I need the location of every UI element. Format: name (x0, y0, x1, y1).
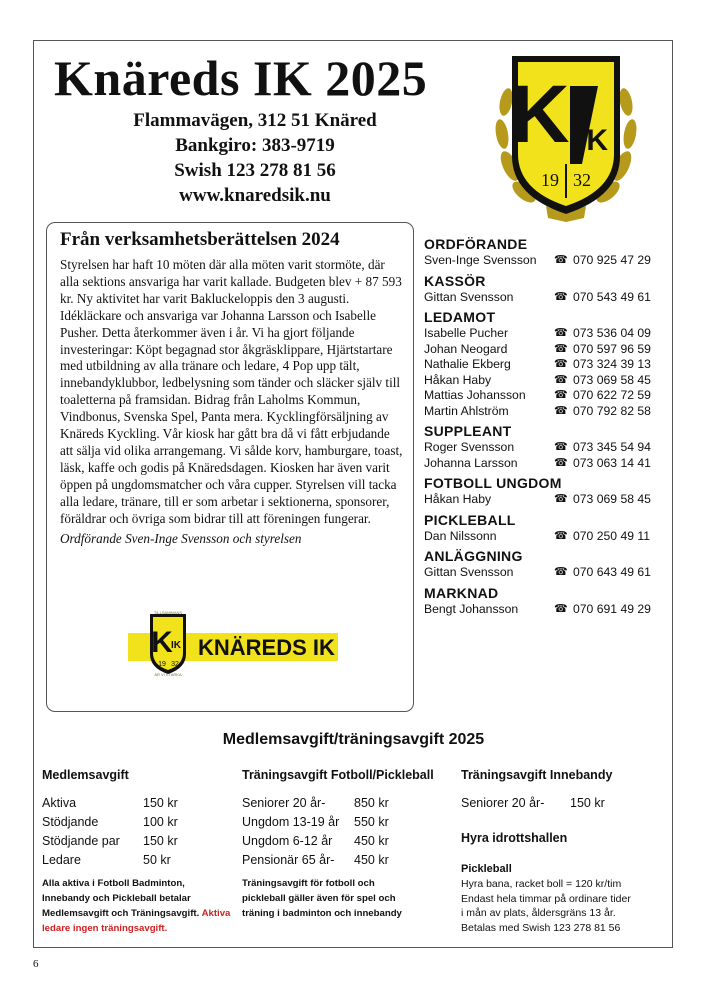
pickleball-heading: Pickleball (461, 863, 512, 875)
floorball-column (461, 768, 661, 935)
contact-row (424, 565, 669, 581)
banner-arc-bottom: ÄR VI STARKA (154, 672, 182, 676)
contact-phone[interactable]: 070 622 72 59 (573, 388, 651, 402)
contact-row (424, 404, 669, 420)
contact-role: FOTBOLL UNGDOM (424, 475, 562, 491)
contact-row (424, 388, 669, 404)
fee-row (42, 832, 232, 851)
telephone-icon: ☎ (554, 342, 568, 355)
contact-phone-group (554, 326, 651, 342)
contact-phone[interactable]: 073 536 04 09 (573, 326, 651, 340)
contact-row (424, 529, 669, 545)
fee-label: Ledare (42, 853, 81, 867)
fee-price: 50 kr (143, 853, 171, 867)
fee-price: 100 kr (143, 815, 178, 829)
contact-name: Johan Neogard (424, 341, 508, 356)
contact-name: Johanna Larsson (424, 455, 518, 470)
contact-row (424, 326, 669, 342)
contact-phone-group (554, 456, 651, 472)
pickleball-line: Betalas med Swish 123 278 81 56 (461, 921, 621, 934)
telephone-icon: ☎ (554, 602, 568, 615)
contact-row (424, 373, 669, 389)
contact-role: LEDAMOT (424, 309, 496, 325)
fee-row (42, 813, 232, 832)
banner-logo-year-right: 32 (171, 661, 179, 668)
telephone-icon: ☎ (554, 327, 568, 339)
fee-label: Seniorer 20 år- (242, 796, 326, 810)
telephone-icon: ☎ (554, 373, 568, 386)
pickleball-info (461, 877, 661, 935)
contact-name: Dan Nilssonn (424, 528, 497, 543)
contact-name: Nathalie Ekberg (424, 357, 511, 371)
contact-row (424, 357, 669, 373)
telephone-icon: ☎ (554, 493, 568, 505)
contact-row (424, 456, 669, 472)
telephone-icon: ☎ (554, 441, 568, 453)
contact-role: SUPPLEANT (424, 423, 512, 439)
logo-letters-ik: IK (578, 124, 608, 157)
fees-title: Medlemsavgift/träningsavgift 2025 (222, 731, 485, 748)
telephone-icon: ☎ (554, 254, 568, 266)
report-text: Styrelsen har haft 10 möten där alla möten varit stormöte, där alla sektions ansvariga har varit kallade. Budgeten blev + 87 593 kr. Ny aktivitet har varit Bakluckeloppis den 3 augusti. Idékläckare och ansvariga var Johanna Larsson och Isabelle Pusher. Detta återkommer även i år. Vi ha gjort följande investeringar: Köpt begagnad stor åkgräsklippare, Hjärtstartare med utbildning av alla tränare och ledare, 4 Pop upp tält, innebandyklubbor, ledbelysning som tänder och släcker själv till toaletterna på framsidan. Bidrag från Laholms Kommun, Vindbonus, Svenska Spel, Panta mera. Kycklingförsäljning av Knäreds Kyckling. Vår kiosk har gått bra då vi fått erbjudande att sälja vid olika arrangemang. Vi sålde korv, hamburgare, toast, läsk, kaffe och godis på Knäredsdagen. Kiosken har även varit öppen på ungdomsmatcher och våra cupper. Styrelsen vill tacka alla ledare, tränare, till er som arbetar i sektionerna, sponsorer, föräldrar och övriga som bidrar till att föreningen fungerar. (60, 257, 403, 526)
contact-phone-group (554, 404, 651, 420)
club-address: Flammavägen, 312 51 Knäred (133, 110, 377, 131)
telephone-icon: ☎ (554, 529, 568, 542)
fee-label: Ungdom 13-19 år (242, 815, 340, 829)
football-column (242, 768, 442, 921)
contact-row (424, 492, 669, 508)
contact-phone[interactable]: 073 345 54 94 (573, 440, 651, 454)
contact-phone-group (554, 342, 651, 358)
contact-name: Gittan Svensson (424, 565, 514, 579)
swish-number: Swish 123 278 81 56 (174, 160, 336, 181)
floorball-rows (461, 794, 661, 813)
pickleball-line: Endast hela timmar på ordinare tider (461, 892, 631, 905)
contact-role: MARKNAD (424, 584, 499, 601)
floorball-heading: Träningsavgift Innebandy (461, 768, 613, 782)
page-number: 6 (33, 958, 39, 970)
fee-price: 450 kr (354, 834, 389, 848)
contact-phone[interactable]: 073 324 39 13 (573, 357, 651, 371)
football-heading: Träningsavgift Fotboll/Pickleball (242, 768, 434, 782)
report-title: Från verksamhetsberättelsen 2024 (60, 229, 340, 250)
fee-price: 150 kr (143, 796, 178, 810)
contact-phone-group (554, 602, 651, 618)
contact-phone[interactable]: 070 925 47 29 (573, 253, 651, 267)
contact-name: Håkan Haby (424, 492, 492, 506)
telephone-icon: ☎ (554, 358, 568, 370)
contact-name: Sven-Inge Svensson (424, 253, 537, 267)
contact-name: Håkan Haby (424, 372, 492, 387)
contact-row (424, 253, 669, 269)
fee-row (242, 832, 442, 851)
hall-heading: Hyra idrottshallen (461, 831, 568, 845)
contact-list (424, 233, 669, 617)
contact-phone[interactable]: 070 792 82 58 (573, 403, 651, 418)
contact-phone-group (554, 388, 651, 404)
club-logo (490, 46, 642, 222)
contact-phone[interactable]: 073 069 58 45 (573, 492, 651, 506)
logo-year-right: 32 (573, 170, 591, 190)
contact-role: KASSÖR (424, 272, 486, 289)
fee-label: Seniorer 20 år- (461, 796, 545, 810)
contact-name: Martin Ahlström (424, 403, 509, 418)
contact-phone-group (554, 529, 650, 545)
banner-logo-k: K (151, 626, 173, 659)
pickleball-line: Hyra bana, racket boll = 120 kr/tim (461, 878, 622, 890)
contact-phone-group (554, 565, 651, 581)
fee-price: 850 kr (354, 796, 389, 810)
contact-phone[interactable]: 073 063 14 41 (573, 455, 651, 470)
contact-row (424, 440, 669, 456)
fee-label: Pensionär 65 år- (242, 853, 335, 867)
fee-row (242, 851, 442, 870)
fee-label: Stödjande par (42, 834, 120, 848)
contact-role: ANLÄGGNING (424, 548, 523, 564)
membership-note-red: Aktiva ledare ingen träningsavgift. (42, 908, 231, 934)
contact-name: Mattias Johansson (424, 388, 526, 402)
club-banner (128, 610, 338, 676)
fee-row (461, 794, 661, 813)
football-note: Träningsavgift för fotboll och pickleball gäller även för spel och träning i badminton och innebandy (242, 878, 402, 919)
fee-label: Stödjande (42, 815, 99, 829)
logo-year-left: 19 (541, 170, 559, 190)
membership-rows (42, 794, 232, 870)
contact-name: Isabelle Pucher (424, 326, 509, 340)
contact-phone-group (554, 492, 651, 508)
contact-row (424, 290, 669, 306)
pickleball-line: i mån av plats, åldersgräns 13 år. (461, 907, 616, 919)
contact-phone-group (554, 373, 651, 389)
contact-phone-group (554, 357, 651, 373)
contact-role: PICKLEBALL (424, 511, 516, 528)
contact-phone[interactable]: 070 691 49 29 (573, 601, 651, 616)
contact-name: Roger Svensson (424, 440, 515, 454)
banner-logo-year-left: 19 (158, 661, 166, 668)
membership-column (42, 768, 232, 936)
football-rows (242, 794, 442, 870)
logo-letter-k: K (510, 69, 570, 160)
contact-phone[interactable]: 070 543 49 61 (573, 289, 651, 304)
contact-phone[interactable]: 070 643 49 61 (573, 565, 651, 579)
contact-row (424, 602, 669, 618)
contact-name: Gittan Svensson (424, 289, 514, 304)
membership-note (42, 876, 232, 936)
membership-heading: Medlemsavgift (42, 768, 129, 782)
contact-phone-group (554, 440, 651, 456)
membership-note-text: Alla aktiva i Fotboll Badminton, Innebandy och Pickleball betalar Medlemsavgift och Träningsavgift. (42, 878, 200, 919)
fee-label: Aktiva (42, 796, 77, 810)
fee-price: 150 kr (143, 834, 178, 848)
contact-phone-group (554, 290, 651, 306)
fee-price: 450 kr (354, 853, 389, 867)
contact-phone-group (554, 253, 651, 269)
telephone-icon: ☎ (554, 566, 568, 578)
contact-phone[interactable]: 070 597 96 59 (573, 341, 651, 356)
contact-phone[interactable]: 073 069 58 45 (573, 372, 651, 387)
telephone-icon: ☎ (554, 404, 568, 417)
fee-label: Ungdom 6-12 år (242, 834, 333, 848)
report-signature: Ordförande Sven-Inge Svensson och styrelsen (60, 530, 302, 546)
contact-name: Bengt Johansson (424, 601, 519, 616)
telephone-icon: ☎ (554, 456, 568, 469)
telephone-icon: ☎ (554, 290, 568, 303)
fee-price: 150 kr (570, 796, 605, 810)
fee-row (242, 794, 442, 813)
banner-arc-top: TILLSAMMANS (153, 610, 183, 615)
fee-price: 550 kr (354, 815, 389, 829)
fee-row (42, 794, 232, 813)
contact-role: ORDFÖRANDE (424, 236, 528, 252)
fee-row (42, 851, 232, 870)
website-link[interactable]: www.knaredsik.nu (179, 185, 331, 206)
bankgiro: Bankgiro: 383-9719 (175, 135, 335, 156)
page-title: Knäreds IK 2025 (54, 50, 428, 106)
report-body (60, 257, 404, 547)
telephone-icon: ☎ (554, 389, 568, 401)
banner-name: KNÄREDS IK (198, 635, 335, 660)
contact-phone[interactable]: 070 250 49 11 (573, 528, 651, 543)
contact-row (424, 342, 669, 358)
banner-logo-ik: IK (171, 640, 181, 651)
fee-row (242, 813, 442, 832)
